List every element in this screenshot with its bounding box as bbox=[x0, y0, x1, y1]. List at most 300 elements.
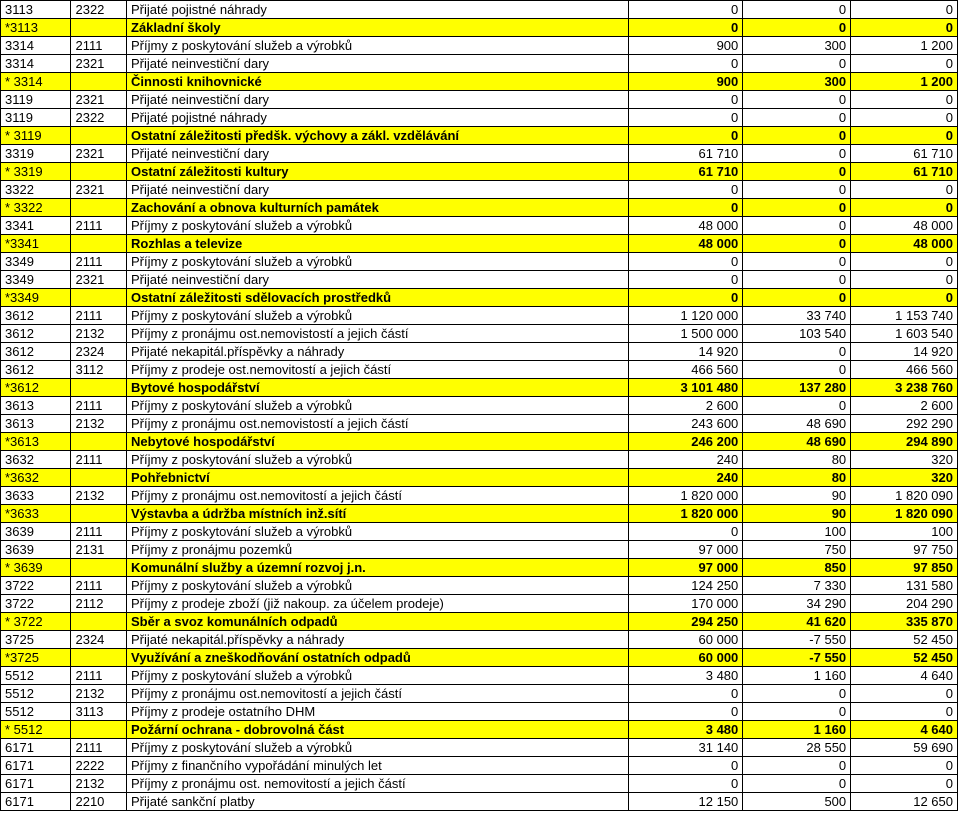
value-1-cell: 12 150 bbox=[629, 793, 743, 811]
subtotal-row bbox=[1, 559, 958, 577]
item-code-cell: 2111 bbox=[71, 739, 127, 757]
description-cell: Přijaté nekapitál.příspěvky a náhrady bbox=[127, 631, 629, 649]
value-1-cell: 1 120 000 bbox=[629, 307, 743, 325]
item-code-cell: 2324 bbox=[71, 343, 127, 361]
paragraph-code-cell: 3319 bbox=[1, 145, 71, 163]
value-2-cell: 0 bbox=[743, 1, 851, 19]
value-3-cell: 204 290 bbox=[851, 595, 958, 613]
subtotal-row bbox=[1, 379, 958, 397]
item-code-cell: 2111 bbox=[71, 451, 127, 469]
description-cell: Přijaté nekapitál.příspěvky a náhrady bbox=[127, 343, 629, 361]
paragraph-code-cell: * 5512 bbox=[1, 721, 71, 739]
value-3-cell: 320 bbox=[851, 451, 958, 469]
paragraph-code-cell: * 3639 bbox=[1, 559, 71, 577]
paragraph-code-cell: *3725 bbox=[1, 649, 71, 667]
paragraph-code-cell: * 3119 bbox=[1, 127, 71, 145]
value-2-cell: 41 620 bbox=[743, 613, 851, 631]
paragraph-code-cell: 3314 bbox=[1, 37, 71, 55]
description-cell: Příjmy z prodeje ost.nemovitostí a jejich částí bbox=[127, 361, 629, 379]
value-2-cell: 33 740 bbox=[743, 307, 851, 325]
value-3-cell: 0 bbox=[851, 19, 958, 37]
value-3-cell: 48 000 bbox=[851, 235, 958, 253]
item-code-cell: 2111 bbox=[71, 253, 127, 271]
description-cell: Pohřebnictví bbox=[127, 469, 629, 487]
value-3-cell: 0 bbox=[851, 271, 958, 289]
description-cell: Příjmy z poskytování služeb a výrobků bbox=[127, 307, 629, 325]
paragraph-code-cell: 3612 bbox=[1, 307, 71, 325]
value-1-cell: 0 bbox=[629, 703, 743, 721]
item-code-cell: 2131 bbox=[71, 541, 127, 559]
description-cell: Příjmy z poskytování služeb a výrobků bbox=[127, 397, 629, 415]
paragraph-code-cell: 5512 bbox=[1, 667, 71, 685]
value-1-cell: 240 bbox=[629, 451, 743, 469]
value-1-cell: 0 bbox=[629, 199, 743, 217]
value-2-cell: 850 bbox=[743, 559, 851, 577]
paragraph-code-cell: 3314 bbox=[1, 55, 71, 73]
paragraph-code-cell: 3612 bbox=[1, 343, 71, 361]
item-code-cell: 2132 bbox=[71, 325, 127, 343]
item-code-cell bbox=[71, 289, 127, 307]
value-3-cell: 0 bbox=[851, 181, 958, 199]
paragraph-code-cell: 3349 bbox=[1, 271, 71, 289]
item-code-cell: 2132 bbox=[71, 685, 127, 703]
table-row bbox=[1, 181, 958, 199]
description-cell: Využívání a zneškodňování ostatních odpadů bbox=[127, 649, 629, 667]
value-1-cell: 97 000 bbox=[629, 559, 743, 577]
value-3-cell: 1 603 540 bbox=[851, 325, 958, 343]
paragraph-code-cell: 6171 bbox=[1, 775, 71, 793]
item-code-cell bbox=[71, 73, 127, 91]
value-2-cell: 0 bbox=[743, 91, 851, 109]
item-code-cell: 2111 bbox=[71, 667, 127, 685]
value-2-cell: 0 bbox=[743, 757, 851, 775]
table-row bbox=[1, 91, 958, 109]
table-row bbox=[1, 145, 958, 163]
description-cell: Komunální služby a územní rozvoj j.n. bbox=[127, 559, 629, 577]
value-3-cell: 1 200 bbox=[851, 37, 958, 55]
value-1-cell: 60 000 bbox=[629, 649, 743, 667]
description-cell: Přijaté neinvestiční dary bbox=[127, 55, 629, 73]
value-3-cell: 466 560 bbox=[851, 361, 958, 379]
value-1-cell: 0 bbox=[629, 1, 743, 19]
value-1-cell: 0 bbox=[629, 253, 743, 271]
value-1-cell: 466 560 bbox=[629, 361, 743, 379]
item-code-cell bbox=[71, 613, 127, 631]
description-cell: Příjmy z poskytování služeb a výrobků bbox=[127, 523, 629, 541]
value-1-cell: 61 710 bbox=[629, 163, 743, 181]
value-1-cell: 1 820 000 bbox=[629, 505, 743, 523]
value-3-cell: 0 bbox=[851, 199, 958, 217]
value-1-cell: 0 bbox=[629, 757, 743, 775]
value-2-cell: 0 bbox=[743, 235, 851, 253]
subtotal-row bbox=[1, 433, 958, 451]
table-row bbox=[1, 361, 958, 379]
value-2-cell: 0 bbox=[743, 181, 851, 199]
table-row bbox=[1, 487, 958, 505]
paragraph-code-cell: 3119 bbox=[1, 91, 71, 109]
value-1-cell: 14 920 bbox=[629, 343, 743, 361]
value-2-cell: 90 bbox=[743, 505, 851, 523]
value-3-cell: 52 450 bbox=[851, 649, 958, 667]
value-1-cell: 97 000 bbox=[629, 541, 743, 559]
value-2-cell: 0 bbox=[743, 397, 851, 415]
value-3-cell: 0 bbox=[851, 775, 958, 793]
value-2-cell: 34 290 bbox=[743, 595, 851, 613]
item-code-cell: 2111 bbox=[71, 577, 127, 595]
value-1-cell: 294 250 bbox=[629, 613, 743, 631]
value-1-cell: 0 bbox=[629, 109, 743, 127]
value-3-cell: 0 bbox=[851, 289, 958, 307]
description-cell: Příjmy z pronájmu ost.nemovitostí a jejich částí bbox=[127, 685, 629, 703]
table-row bbox=[1, 685, 958, 703]
paragraph-code-cell: 6171 bbox=[1, 793, 71, 811]
item-code-cell: 3113 bbox=[71, 703, 127, 721]
item-code-cell bbox=[71, 649, 127, 667]
table-row bbox=[1, 271, 958, 289]
value-3-cell: 131 580 bbox=[851, 577, 958, 595]
paragraph-code-cell: 3725 bbox=[1, 631, 71, 649]
item-code-cell bbox=[71, 19, 127, 37]
table-row bbox=[1, 775, 958, 793]
table-row bbox=[1, 793, 958, 811]
table-row bbox=[1, 757, 958, 775]
item-code-cell: 2321 bbox=[71, 91, 127, 109]
value-2-cell: 0 bbox=[743, 217, 851, 235]
item-code-cell: 2321 bbox=[71, 181, 127, 199]
item-code-cell: 2321 bbox=[71, 271, 127, 289]
value-1-cell: 900 bbox=[629, 37, 743, 55]
paragraph-code-cell: *3113 bbox=[1, 19, 71, 37]
value-1-cell: 0 bbox=[629, 55, 743, 73]
value-2-cell: 28 550 bbox=[743, 739, 851, 757]
value-3-cell: 0 bbox=[851, 55, 958, 73]
value-1-cell: 1 500 000 bbox=[629, 325, 743, 343]
value-1-cell: 3 101 480 bbox=[629, 379, 743, 397]
item-code-cell: 2112 bbox=[71, 595, 127, 613]
table-row bbox=[1, 703, 958, 721]
description-cell: Bytové hospodářství bbox=[127, 379, 629, 397]
value-1-cell: 0 bbox=[629, 685, 743, 703]
paragraph-code-cell: 3639 bbox=[1, 541, 71, 559]
subtotal-row bbox=[1, 19, 958, 37]
description-cell: Výstavba a údržba místních inž.sítí bbox=[127, 505, 629, 523]
value-1-cell: 31 140 bbox=[629, 739, 743, 757]
description-cell: Zachování a obnova kulturních památek bbox=[127, 199, 629, 217]
description-cell: Příjmy z poskytování služeb a výrobků bbox=[127, 37, 629, 55]
table-row bbox=[1, 1, 958, 19]
description-cell: Příjmy z prodeje ostatního DHM bbox=[127, 703, 629, 721]
value-2-cell: 0 bbox=[743, 343, 851, 361]
value-3-cell: 14 920 bbox=[851, 343, 958, 361]
item-code-cell: 2111 bbox=[71, 307, 127, 325]
paragraph-code-cell: *3633 bbox=[1, 505, 71, 523]
value-2-cell: 0 bbox=[743, 145, 851, 163]
description-cell: Ostatní záležitosti sdělovacích prostředků bbox=[127, 289, 629, 307]
value-2-cell: 1 160 bbox=[743, 667, 851, 685]
description-cell: Příjmy z pronájmu ost. nemovitostí a jejich částí bbox=[127, 775, 629, 793]
description-cell: Příjmy z pronájmu pozemků bbox=[127, 541, 629, 559]
description-cell: Požární ochrana - dobrovolná část bbox=[127, 721, 629, 739]
value-3-cell: 4 640 bbox=[851, 667, 958, 685]
description-cell: Příjmy z poskytování služeb a výrobků bbox=[127, 451, 629, 469]
table-row bbox=[1, 631, 958, 649]
table-row bbox=[1, 451, 958, 469]
subtotal-row bbox=[1, 73, 958, 91]
value-3-cell: 97 850 bbox=[851, 559, 958, 577]
table-row bbox=[1, 397, 958, 415]
value-1-cell: 0 bbox=[629, 775, 743, 793]
item-code-cell bbox=[71, 505, 127, 523]
item-code-cell: 2111 bbox=[71, 397, 127, 415]
value-1-cell: 0 bbox=[629, 523, 743, 541]
item-code-cell bbox=[71, 469, 127, 487]
paragraph-code-cell: 3722 bbox=[1, 595, 71, 613]
paragraph-code-cell: 6171 bbox=[1, 739, 71, 757]
value-1-cell: 0 bbox=[629, 181, 743, 199]
value-3-cell: 3 238 760 bbox=[851, 379, 958, 397]
subtotal-row bbox=[1, 127, 958, 145]
value-1-cell: 1 820 000 bbox=[629, 487, 743, 505]
value-2-cell: 0 bbox=[743, 163, 851, 181]
description-cell: Přijaté pojistné náhrady bbox=[127, 109, 629, 127]
subtotal-row bbox=[1, 721, 958, 739]
paragraph-code-cell: *3613 bbox=[1, 433, 71, 451]
table-row bbox=[1, 325, 958, 343]
value-3-cell: 0 bbox=[851, 127, 958, 145]
paragraph-code-cell: *3632 bbox=[1, 469, 71, 487]
description-cell: Přijaté sankční platby bbox=[127, 793, 629, 811]
item-code-cell: 3112 bbox=[71, 361, 127, 379]
value-2-cell: 7 330 bbox=[743, 577, 851, 595]
value-2-cell: 0 bbox=[743, 109, 851, 127]
value-3-cell: 0 bbox=[851, 91, 958, 109]
paragraph-code-cell: 3113 bbox=[1, 1, 71, 19]
value-3-cell: 0 bbox=[851, 1, 958, 19]
value-1-cell: 900 bbox=[629, 73, 743, 91]
item-code-cell: 2132 bbox=[71, 487, 127, 505]
paragraph-code-cell: * 3722 bbox=[1, 613, 71, 631]
item-code-cell bbox=[71, 433, 127, 451]
item-code-cell bbox=[71, 199, 127, 217]
description-cell: Sběr a svoz komunálních odpadů bbox=[127, 613, 629, 631]
paragraph-code-cell: 3612 bbox=[1, 361, 71, 379]
value-1-cell: 48 000 bbox=[629, 235, 743, 253]
item-code-cell: 2222 bbox=[71, 757, 127, 775]
table-row bbox=[1, 523, 958, 541]
value-3-cell: 0 bbox=[851, 703, 958, 721]
item-code-cell bbox=[71, 235, 127, 253]
item-code-cell: 2132 bbox=[71, 775, 127, 793]
value-2-cell: -7 550 bbox=[743, 649, 851, 667]
value-2-cell: 300 bbox=[743, 37, 851, 55]
description-cell: Přijaté pojistné náhrady bbox=[127, 1, 629, 19]
subtotal-row bbox=[1, 649, 958, 667]
item-code-cell: 2111 bbox=[71, 523, 127, 541]
table-row bbox=[1, 253, 958, 271]
value-3-cell: 0 bbox=[851, 109, 958, 127]
value-2-cell: 0 bbox=[743, 703, 851, 721]
subtotal-row bbox=[1, 469, 958, 487]
description-cell: Příjmy z poskytování služeb a výrobků bbox=[127, 217, 629, 235]
value-3-cell: 12 650 bbox=[851, 793, 958, 811]
subtotal-row bbox=[1, 613, 958, 631]
value-1-cell: 48 000 bbox=[629, 217, 743, 235]
value-1-cell: 3 480 bbox=[629, 721, 743, 739]
value-2-cell: 90 bbox=[743, 487, 851, 505]
value-2-cell: 0 bbox=[743, 199, 851, 217]
description-cell: Přijaté neinvestiční dary bbox=[127, 145, 629, 163]
table-row bbox=[1, 577, 958, 595]
value-3-cell: 2 600 bbox=[851, 397, 958, 415]
value-2-cell: 300 bbox=[743, 73, 851, 91]
paragraph-code-cell: 3722 bbox=[1, 577, 71, 595]
item-code-cell: 2324 bbox=[71, 631, 127, 649]
description-cell: Ostatní záležitosti předšk. výchovy a zákl. vzdělávání bbox=[127, 127, 629, 145]
paragraph-code-cell: 3639 bbox=[1, 523, 71, 541]
subtotal-row bbox=[1, 235, 958, 253]
value-1-cell: 240 bbox=[629, 469, 743, 487]
table-row bbox=[1, 667, 958, 685]
paragraph-code-cell: 3613 bbox=[1, 415, 71, 433]
paragraph-code-cell: 3613 bbox=[1, 397, 71, 415]
description-cell: Příjmy z pronájmu ost.nemovistostí a jejich částí bbox=[127, 415, 629, 433]
item-code-cell: 2322 bbox=[71, 1, 127, 19]
value-3-cell: 61 710 bbox=[851, 145, 958, 163]
paragraph-code-cell: * 3322 bbox=[1, 199, 71, 217]
paragraph-code-cell: * 3319 bbox=[1, 163, 71, 181]
value-2-cell: 0 bbox=[743, 253, 851, 271]
description-cell: Příjmy z poskytování služeb a výrobků bbox=[127, 667, 629, 685]
value-3-cell: 1 820 090 bbox=[851, 505, 958, 523]
description-cell: Příjmy z poskytování služeb a výrobků bbox=[127, 739, 629, 757]
value-3-cell: 1 200 bbox=[851, 73, 958, 91]
item-code-cell bbox=[71, 559, 127, 577]
value-2-cell: 0 bbox=[743, 685, 851, 703]
description-cell: Základní školy bbox=[127, 19, 629, 37]
paragraph-code-cell: 3119 bbox=[1, 109, 71, 127]
value-1-cell: 170 000 bbox=[629, 595, 743, 613]
description-cell: Příjmy z poskytování služeb a výrobků bbox=[127, 577, 629, 595]
description-cell: Činnosti knihovnické bbox=[127, 73, 629, 91]
value-3-cell: 61 710 bbox=[851, 163, 958, 181]
item-code-cell: 2321 bbox=[71, 145, 127, 163]
value-1-cell: 0 bbox=[629, 289, 743, 307]
value-2-cell: 103 540 bbox=[743, 325, 851, 343]
value-2-cell: 48 690 bbox=[743, 415, 851, 433]
item-code-cell: 2111 bbox=[71, 37, 127, 55]
value-1-cell: 246 200 bbox=[629, 433, 743, 451]
paragraph-code-cell: 5512 bbox=[1, 685, 71, 703]
description-cell: Přijaté neinvestiční dary bbox=[127, 271, 629, 289]
subtotal-row bbox=[1, 199, 958, 217]
item-code-cell bbox=[71, 721, 127, 739]
value-1-cell: 0 bbox=[629, 127, 743, 145]
value-2-cell: 0 bbox=[743, 19, 851, 37]
value-1-cell: 0 bbox=[629, 91, 743, 109]
paragraph-code-cell: 5512 bbox=[1, 703, 71, 721]
value-2-cell: 48 690 bbox=[743, 433, 851, 451]
value-3-cell: 0 bbox=[851, 757, 958, 775]
description-cell: Ostatní záležitosti kultury bbox=[127, 163, 629, 181]
table-row bbox=[1, 217, 958, 235]
value-2-cell: 0 bbox=[743, 289, 851, 307]
paragraph-code-cell: 3612 bbox=[1, 325, 71, 343]
subtotal-row bbox=[1, 505, 958, 523]
table-row bbox=[1, 541, 958, 559]
item-code-cell: 2210 bbox=[71, 793, 127, 811]
value-3-cell: 52 450 bbox=[851, 631, 958, 649]
subtotal-row bbox=[1, 289, 958, 307]
description-cell: Příjmy z pronájmu ost.nemovitostí a jejich částí bbox=[127, 487, 629, 505]
value-3-cell: 1 820 090 bbox=[851, 487, 958, 505]
value-1-cell: 61 710 bbox=[629, 145, 743, 163]
value-1-cell: 0 bbox=[629, 19, 743, 37]
item-code-cell: 2132 bbox=[71, 415, 127, 433]
value-2-cell: 80 bbox=[743, 451, 851, 469]
description-cell: Rozhlas a televize bbox=[127, 235, 629, 253]
description-cell: Příjmy z pronájmu ost.nemovistostí a jejich částí bbox=[127, 325, 629, 343]
value-1-cell: 0 bbox=[629, 271, 743, 289]
value-3-cell: 294 890 bbox=[851, 433, 958, 451]
value-2-cell: 500 bbox=[743, 793, 851, 811]
value-3-cell: 97 750 bbox=[851, 541, 958, 559]
paragraph-code-cell: 3633 bbox=[1, 487, 71, 505]
value-2-cell: 0 bbox=[743, 55, 851, 73]
value-1-cell: 3 480 bbox=[629, 667, 743, 685]
value-3-cell: 292 290 bbox=[851, 415, 958, 433]
value-2-cell: 0 bbox=[743, 361, 851, 379]
value-2-cell: 137 280 bbox=[743, 379, 851, 397]
paragraph-code-cell: *3341 bbox=[1, 235, 71, 253]
table-row bbox=[1, 595, 958, 613]
table-row bbox=[1, 739, 958, 757]
table-row bbox=[1, 37, 958, 55]
table-row bbox=[1, 109, 958, 127]
value-2-cell: 0 bbox=[743, 127, 851, 145]
paragraph-code-cell: 3341 bbox=[1, 217, 71, 235]
item-code-cell: 2111 bbox=[71, 217, 127, 235]
item-code-cell bbox=[71, 379, 127, 397]
description-cell: Příjmy z finančního vypořádání minulých let bbox=[127, 757, 629, 775]
value-1-cell: 243 600 bbox=[629, 415, 743, 433]
paragraph-code-cell: *3349 bbox=[1, 289, 71, 307]
item-code-cell: 2322 bbox=[71, 109, 127, 127]
paragraph-code-cell: *3612 bbox=[1, 379, 71, 397]
paragraph-code-cell: 3322 bbox=[1, 181, 71, 199]
value-2-cell: 1 160 bbox=[743, 721, 851, 739]
value-3-cell: 320 bbox=[851, 469, 958, 487]
item-code-cell bbox=[71, 127, 127, 145]
value-2-cell: -7 550 bbox=[743, 631, 851, 649]
value-2-cell: 100 bbox=[743, 523, 851, 541]
subtotal-row bbox=[1, 163, 958, 181]
paragraph-code-cell: 3632 bbox=[1, 451, 71, 469]
value-3-cell: 1 153 740 bbox=[851, 307, 958, 325]
value-2-cell: 80 bbox=[743, 469, 851, 487]
paragraph-code-cell: 6171 bbox=[1, 757, 71, 775]
paragraph-code-cell: * 3314 bbox=[1, 73, 71, 91]
value-2-cell: 0 bbox=[743, 775, 851, 793]
item-code-cell bbox=[71, 163, 127, 181]
value-2-cell: 750 bbox=[743, 541, 851, 559]
value-1-cell: 124 250 bbox=[629, 577, 743, 595]
value-3-cell: 0 bbox=[851, 685, 958, 703]
description-cell: Nebytové hospodářství bbox=[127, 433, 629, 451]
description-cell: Přijaté neinvestiční dary bbox=[127, 91, 629, 109]
budget-table-body bbox=[1, 1, 958, 811]
value-3-cell: 0 bbox=[851, 253, 958, 271]
table-row bbox=[1, 307, 958, 325]
